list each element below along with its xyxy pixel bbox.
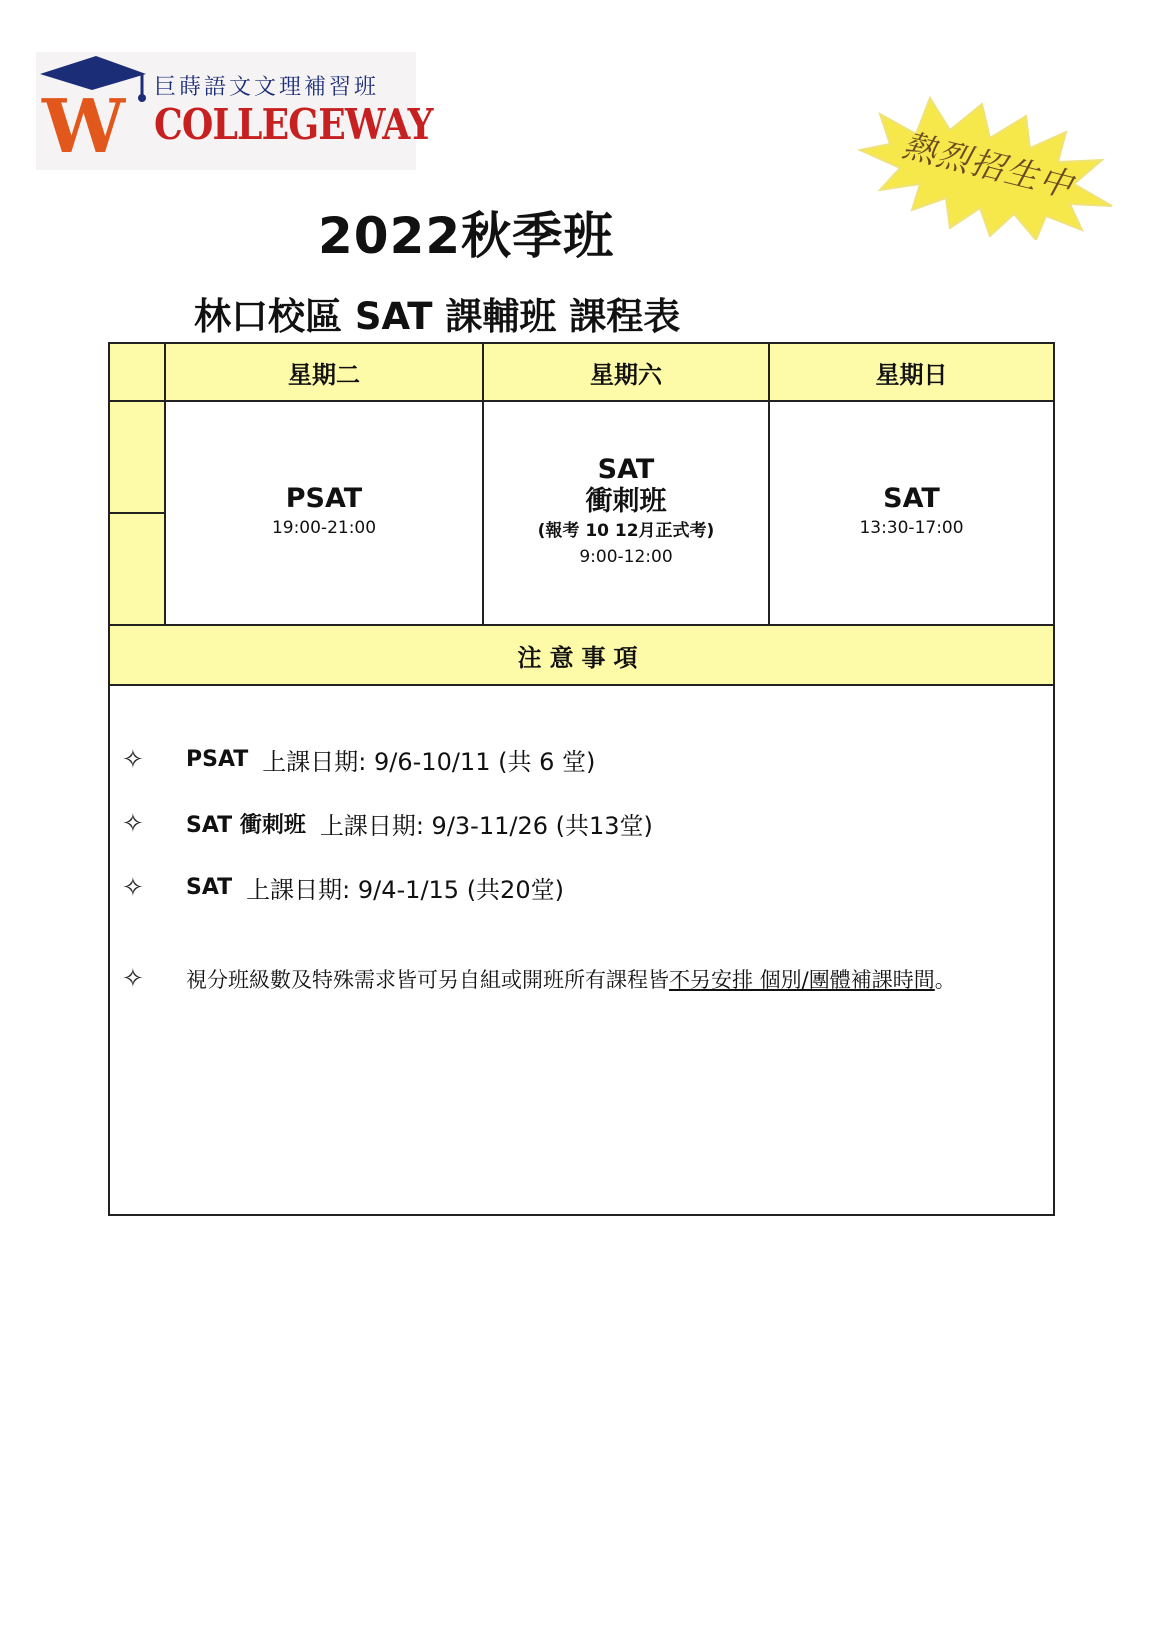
day-header-sunday: 星期日 (875, 360, 948, 389)
course-name: SAT (883, 483, 940, 514)
graduation-cap-icon (36, 52, 166, 170)
sparkle-bullet-icon: ✧ (122, 964, 144, 994)
note-text-underlined: 不另安排 個別/團體補課時間 (669, 968, 935, 992)
note-label: PSAT (186, 747, 249, 772)
course-name-line2: 衝刺班 (585, 486, 667, 517)
sparkle-bullet-icon: ✧ (122, 744, 144, 775)
course-time: 19:00-21:00 (271, 518, 377, 538)
course-cell-psat (166, 402, 482, 622)
grid-line (110, 512, 164, 514)
course-name: PSAT (285, 483, 363, 514)
page-title: 2022秋季班 (318, 207, 615, 265)
page-subtitle: 林口校區 SAT 課輔班 課程表 (194, 295, 681, 338)
note-item-extra (122, 964, 956, 994)
note-item (122, 806, 653, 841)
sparkle-bullet-icon: ✧ (122, 872, 144, 903)
schedule-table (108, 342, 1055, 1216)
enrollment-badge (850, 90, 1120, 240)
note-text: 上課日期: 9/6-10/11 (共 6 堂) (262, 748, 596, 776)
course-time: 9:00-12:00 (579, 547, 673, 567)
sparkle-bullet-icon: ✧ (122, 808, 144, 839)
note-label: SAT (186, 875, 233, 900)
day-header-saturday: 星期六 (590, 360, 662, 389)
note-text: 上課日期: 9/4-1/15 (共20堂) (246, 876, 564, 904)
note-text-plain: 視分班級數及特殊需求皆可另自組或開班所有課程皆 (186, 968, 669, 992)
course-name: SAT (597, 454, 655, 485)
course-cell-sat-intensive (484, 402, 768, 622)
note-text: 上課日期: 9/3-11/26 (共13堂) (319, 812, 653, 840)
day-header-tuesday: 星期二 (288, 360, 360, 389)
collegeway-logo (36, 52, 433, 170)
school-name: 巨蒔語文文理補習班 (154, 75, 380, 100)
course-time: 13:30-17:00 (859, 518, 964, 538)
badge-text: 熱烈招生中 (898, 125, 1079, 206)
course-cell-sat (770, 402, 1053, 622)
note-item (122, 742, 595, 777)
notes-heading: 注意事項 (517, 643, 646, 672)
note-text-end: 。 (934, 968, 956, 992)
note-item (122, 870, 564, 905)
logo-letter: W (42, 84, 126, 170)
note-text (186, 964, 956, 994)
brand-name: COLLEGEWAY (154, 100, 433, 149)
note-label: SAT 衝刺班 (186, 813, 306, 838)
grid-line (110, 684, 1053, 686)
course-note: (報考 10 12月正式考) (537, 521, 715, 541)
